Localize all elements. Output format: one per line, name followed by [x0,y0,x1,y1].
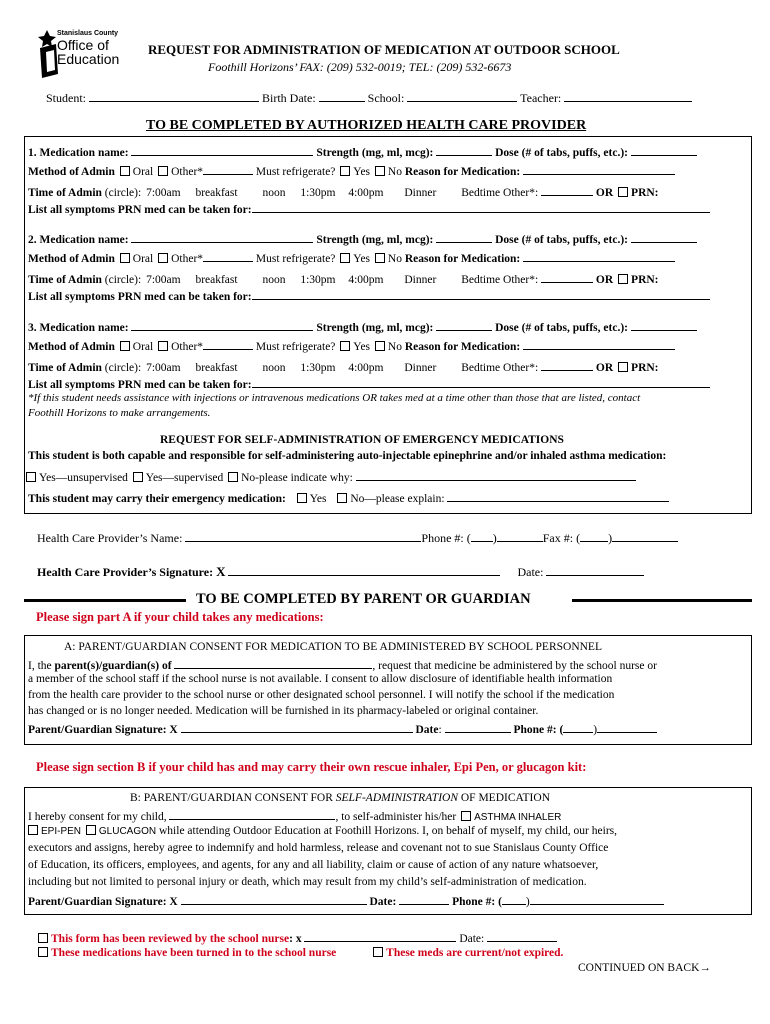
prn-checkbox[interactable] [618,274,628,284]
refrigerate-yes-checkbox[interactable] [340,253,350,263]
part-b-signature-row [28,893,664,908]
time-option-dinner[interactable]: Dinner [404,187,437,199]
asthma-inhaler-checkbox[interactable] [461,811,471,821]
parent-divider-left [24,599,186,602]
time-option-breakfast[interactable]: breakfast [195,187,238,199]
prn-checkbox[interactable] [618,187,628,197]
med-1-name-row [28,144,697,159]
refrigerate-yes-checkbox[interactable] [340,166,350,176]
refrigerate-no-checkbox[interactable] [375,341,385,351]
med-1-time-row [28,184,659,199]
oral-label: Oral [132,341,154,353]
med-3-symptoms-row [28,376,710,391]
med-dose-field[interactable] [631,144,697,156]
meds-turned-in-label: These medications have been turned in to the school nurse [51,947,337,959]
part-a-l1b: parent(s)/guardian(s) of [54,660,172,672]
time-option-breakfast[interactable]: breakfast [195,362,238,374]
part-b-signature-x: X [169,896,178,908]
carry-yes-checkbox[interactable] [297,493,307,503]
time-option-noon[interactable]: noon [262,362,286,374]
part-b-line3: executors and assigns, hereby agree to indemnify and hold harmless, release and covenant not to sue Stanislaus County Office [28,842,609,854]
provider-date-label: Date: [517,565,544,579]
med-strength-field[interactable] [436,144,492,156]
part-b-title-c: OF MEDICATION [460,792,550,804]
part-a-l1a: I, the [28,660,52,672]
part-b-line4: of Education, its officers, employees, and agents, for any and all liability, claim or cause of action of any nature whatsoever, [28,859,599,871]
provider-phone-paren: ) [492,531,497,545]
time-option-4pm[interactable]: 4:00pm [348,362,384,374]
reason-field[interactable] [523,338,675,350]
provider-signature-row [37,564,644,580]
reason-label: Reason for Medication: [404,166,521,178]
nurse-signature-field[interactable] [304,930,456,942]
part-b-phone-field[interactable] [530,893,664,905]
prn-label: PRN: [631,187,659,199]
time-option-7am[interactable]: 7:00am [146,362,181,374]
med-name-label: 3. Medication name: [28,322,129,334]
yes-unsupervised-label: Yes—unsupervised [39,472,128,484]
med-name-label: 1. Medication name: [28,147,129,159]
self-admin-line: This student is both capable and responsible for self-administering auto-injectable epinephrine and/or inhaled asthma medication: [28,450,667,462]
med-name-field[interactable] [131,144,313,156]
symptoms-field[interactable] [252,288,710,300]
time-option-bedtime[interactable]: Bedtime [461,362,501,374]
prn-checkbox[interactable] [618,362,628,372]
refrigerate-no-label: No [387,341,402,353]
time-option-4pm[interactable]: 4:00pm [348,187,384,199]
refrigerate-label: Must refrigerate? [255,341,336,353]
no-indicate-label: No-please indicate why: [241,472,353,484]
part-b-l1a: I hereby consent for my child, [28,811,167,823]
med-2-name-row [28,231,697,246]
med-3-name-row [28,319,697,334]
or-label: OR [595,362,614,374]
nurse-meds-row [36,947,563,959]
med-strength-label: Strength (mg, ml, mcg): [316,147,434,159]
prn-label: PRN: [631,362,659,374]
med-name-label: 2. Medication name: [28,234,129,246]
symptoms-field[interactable] [252,376,710,388]
oral-checkbox[interactable] [120,166,130,176]
med-strength-label: Strength (mg, ml, mcg): [316,322,434,334]
med-dose-label: Dose (# of tabs, puffs, etc.): [495,234,628,246]
teacher-field[interactable] [564,90,692,102]
nurse-reviewed-label: This form has been reviewed by the school nurse [51,933,290,945]
med-strength-field[interactable] [436,231,492,243]
part-b-line1 [28,808,561,823]
time-label: Time of Admin [28,187,102,199]
time-other-field[interactable] [541,271,593,283]
nurse-review-row [36,930,557,945]
part-b-title-a: B: PARENT/GUARDIAN CONSENT FOR [130,792,333,804]
part-b-date-label: Date: [369,896,397,908]
med-2-method-row [28,250,675,265]
refrigerate-no-checkbox[interactable] [375,166,385,176]
carry-yes-label: Yes [309,493,327,505]
med-strength-label: Strength (mg, ml, mcg): [316,234,434,246]
sccoe-logo [30,30,130,80]
med-dose-label: Dose (# of tabs, puffs, etc.): [495,147,628,159]
time-other-label: Other*: [503,187,539,199]
med-strength-field[interactable] [436,319,492,331]
time-option-bedtime[interactable]: Bedtime [461,187,501,199]
nurse-date-field[interactable] [487,930,557,942]
part-a-signature-label: Parent/Guardian Signature: [28,724,167,736]
med-dose-label: Dose (# of tabs, puffs, etc.): [495,322,628,334]
yes-supervised-checkbox[interactable] [133,472,143,482]
asthma-inhaler-label: ASTHMA INHALER [474,812,562,823]
time-option-130pm[interactable]: 1:30pm [300,187,336,199]
time-option-dinner[interactable]: Dinner [404,362,437,374]
part-a-date-field[interactable] [445,721,511,733]
provider-fax-paren: ) [608,531,613,545]
med-2-symptoms-row [28,288,710,303]
part-a-line3: from the health care provider to the school nurse or other designated school personnel. I will notify the school if the medication [28,689,615,701]
form-title: REQUEST FOR ADMINISTRATION OF MEDICATION AT OUTDOOR SCHOOL [148,42,620,57]
school-field[interactable] [407,90,517,102]
time-option-dinner[interactable]: Dinner [404,274,437,286]
part-b-l2: while attending Outdoor Education at Foothill Horizons. I, on behalf of myself, my child, our heirs, [159,825,617,837]
time-option-4pm[interactable]: 4:00pm [348,274,384,286]
time-other-field[interactable] [541,359,593,371]
part-a-phone-label: Phone #: ( [513,724,564,736]
meds-current-label: These meds are current/not expired. [386,947,564,959]
birth-date-field[interactable] [319,90,365,102]
provider-phone-label: Phone #: ( [421,531,471,545]
method-label: Method of Admin [28,253,115,265]
other-checkbox[interactable] [158,166,168,176]
or-label: OR [595,187,614,199]
time-option-noon[interactable]: noon [262,274,286,286]
oral-label: Oral [132,253,154,265]
self-admin-title: REQUEST FOR SELF-ADMINISTRATION OF EMERGENCY MEDICATIONS [160,434,564,446]
part-a-child-field[interactable] [174,657,372,669]
other-label: Other* [171,341,204,353]
parent-divider-right [572,599,752,602]
part-b-title [130,792,550,804]
refrigerate-yes-checkbox[interactable] [340,341,350,351]
circle-label: (circle): [104,187,142,199]
sign-a-note: Please sign part A if your child takes any medications: [36,610,324,624]
provider-name-row [37,530,678,546]
time-label: Time of Admin [28,274,102,286]
part-a-signature-field[interactable] [181,721,413,733]
time-other-field[interactable] [541,184,593,196]
provider-fax-area[interactable] [580,530,608,542]
meds-current-checkbox[interactable] [373,947,383,957]
reason-field[interactable] [523,250,675,262]
other-checkbox[interactable] [158,341,168,351]
logo-line3: Education [57,51,120,67]
time-option-130pm[interactable]: 1:30pm [300,362,336,374]
part-b-signature-label: Parent/Guardian Signature: [28,896,167,908]
part-a-l1c: , request that medicine be administered by the school nurse or [372,660,657,672]
part-a-phone-area[interactable] [563,721,593,733]
part-a-date-label: Date [415,724,439,736]
glucagon-checkbox[interactable] [86,825,96,835]
footnote-line1: *If this student needs assistance with injections or intravenous medications OR takes med at a time other than those that are listed, contact [28,392,641,404]
teacher-label: Teacher: [520,91,562,105]
med-name-field[interactable] [131,319,313,331]
birth-date-label: Birth Date: [262,91,316,105]
form-subtitle: Foothill Horizons’ FAX: (209) 532-0019; TEL: (209) 532-6673 [208,60,512,74]
part-b-date-field[interactable] [399,893,449,905]
provider-fax-label: Fax #: ( [542,531,581,545]
reason-label: Reason for Medication: [404,253,521,265]
school-label: School: [367,91,405,105]
provider-phone-area[interactable] [471,530,493,542]
med-dose-field[interactable] [631,231,697,243]
time-option-noon[interactable]: noon [262,187,286,199]
symptoms-label: List all symptoms PRN med can be taken for: [28,291,252,303]
or-label: OR [595,274,614,286]
other-field[interactable] [203,250,253,262]
refrigerate-label: Must refrigerate? [255,253,336,265]
student-row [46,90,692,106]
provider-signature-x: X [216,564,226,579]
part-a-phone-field[interactable] [597,721,657,733]
carry-no-field[interactable] [447,490,669,502]
other-label: Other* [171,166,204,178]
med-3-method-row [28,338,675,353]
provider-name-label: Health Care Provider’s Name: [37,531,183,545]
part-b-line2 [28,825,617,837]
refrigerate-yes-label: Yes [353,253,371,265]
refrigerate-yes-label: Yes [353,341,371,353]
student-field[interactable] [89,90,259,102]
prn-label: PRN: [631,274,659,286]
circle-label: (circle): [104,274,142,286]
symptoms-label: List all symptoms PRN med can be taken for: [28,204,252,216]
time-option-breakfast[interactable]: breakfast [195,274,238,286]
oral-checkbox[interactable] [120,253,130,263]
symptoms-label: List all symptoms PRN med can be taken for: [28,379,252,391]
part-b-phone-area[interactable] [502,893,526,905]
logo-line1: Stanislaus County [57,30,119,37]
yes-supervised-label: Yes—supervised [145,472,224,484]
time-label: Time of Admin [28,362,102,374]
reason-field[interactable] [523,163,675,175]
oral-checkbox[interactable] [120,341,130,351]
other-label: Other* [171,253,204,265]
part-a-signature-x: X [169,724,178,736]
hcp-section-title: TO BE COMPLETED BY AUTHORIZED HEALTH CARE PROVIDER [146,118,587,133]
time-option-7am[interactable]: 7:00am [146,187,181,199]
med-3-time-row [28,359,659,374]
nurse-signature-x: : x [289,933,302,945]
other-checkbox[interactable] [158,253,168,263]
symptoms-field[interactable] [252,201,710,213]
refrigerate-label: Must refrigerate? [255,166,336,178]
part-a-phone-paren: ) [593,724,598,736]
carry-no-checkbox[interactable] [337,493,347,503]
provider-date-field[interactable] [546,564,644,576]
epi-pen-checkbox[interactable] [28,825,38,835]
time-other-label: Other*: [503,274,539,286]
epi-pen-label: EPI-PEN [41,826,82,837]
part-a-line4: has changed or is no longer needed. Medication will be furnished in its pharmacy-labeled or original container. [28,705,539,717]
glucagon-label: GLUCAGON [98,826,157,837]
provider-phone-field[interactable] [497,530,543,542]
other-field[interactable] [203,338,253,350]
provider-signature-field[interactable] [228,564,500,576]
time-option-bedtime[interactable]: Bedtime [461,274,501,286]
method-label: Method of Admin [28,166,115,178]
sign-b-note: Please sign section B if your child has and may carry their own rescue inhaler, Epi Pen, or glucagon kit: [36,760,587,774]
logo-line2: Office of [57,37,109,53]
refrigerate-no-label: No [387,253,402,265]
refrigerate-no-checkbox[interactable] [375,253,385,263]
carry-label: This student may carry their emergency medication: [28,493,286,505]
carry-row [28,490,669,505]
self-admin-options [24,469,636,484]
nurse-date-label: Date: [459,933,485,945]
med-1-method-row [28,163,675,178]
med-dose-field[interactable] [631,319,697,331]
time-other-label: Other*: [503,362,539,374]
no-indicate-field[interactable] [356,469,636,481]
time-option-130pm[interactable]: 1:30pm [300,274,336,286]
footnote-line2: Foothill Horizons to make arrangements. [28,407,211,419]
circle-label: (circle): [104,362,142,374]
provider-name-field[interactable] [185,530,421,542]
part-a-line2: a member of the school staff if the school nurse is not available. I consent to allow disclosure of identifiable health information [28,673,613,685]
no-indicate-checkbox[interactable] [228,472,238,482]
refrigerate-yes-label: Yes [353,166,371,178]
continued-on-back: CONTINUED ON BACK→ [578,962,711,974]
parent-section-title: TO BE COMPLETED BY PARENT OR GUARDIAN [196,591,531,607]
provider-fax-field[interactable] [612,530,678,542]
part-b-line5: including but not limited to personal injury or death, which may result from my child’s self-administration of medication. [28,876,587,888]
med-2-time-row [28,271,659,286]
part-b-phone-paren: ) [525,896,530,908]
meds-turned-in-checkbox[interactable] [38,947,48,957]
part-a-signature-row: Parent/Guardian Signature: X Date: Phone #: ( ) [28,721,657,736]
student-label: Student: [46,91,87,105]
nurse-reviewed-checkbox[interactable] [38,933,48,943]
part-a-title: A: PARENT/GUARDIAN CONSENT FOR MEDICATION TO BE ADMINISTERED BY SCHOOL PERSONNEL [64,641,602,653]
med-1-symptoms-row [28,201,710,216]
oral-label: Oral [132,166,154,178]
part-a-line1 [28,657,657,672]
med-name-field[interactable] [131,231,313,243]
part-b-child-field[interactable] [169,808,335,820]
part-b-title-b: SELF-ADMINISTRATION [335,792,458,804]
reason-label: Reason for Medication: [404,341,521,353]
time-option-7am[interactable]: 7:00am [146,274,181,286]
other-field[interactable] [203,163,253,175]
yes-unsupervised-checkbox[interactable] [26,472,36,482]
refrigerate-no-label: No [387,166,402,178]
part-b-signature-field[interactable] [181,893,367,905]
part-b-phone-label: Phone #: ( [452,896,502,908]
carry-no-label: No—please explain: [350,493,445,505]
provider-signature-label: Health Care Provider’s Signature: [37,565,214,579]
method-label: Method of Admin [28,341,115,353]
part-b-l1b: , to self-administer his/her [335,811,457,823]
